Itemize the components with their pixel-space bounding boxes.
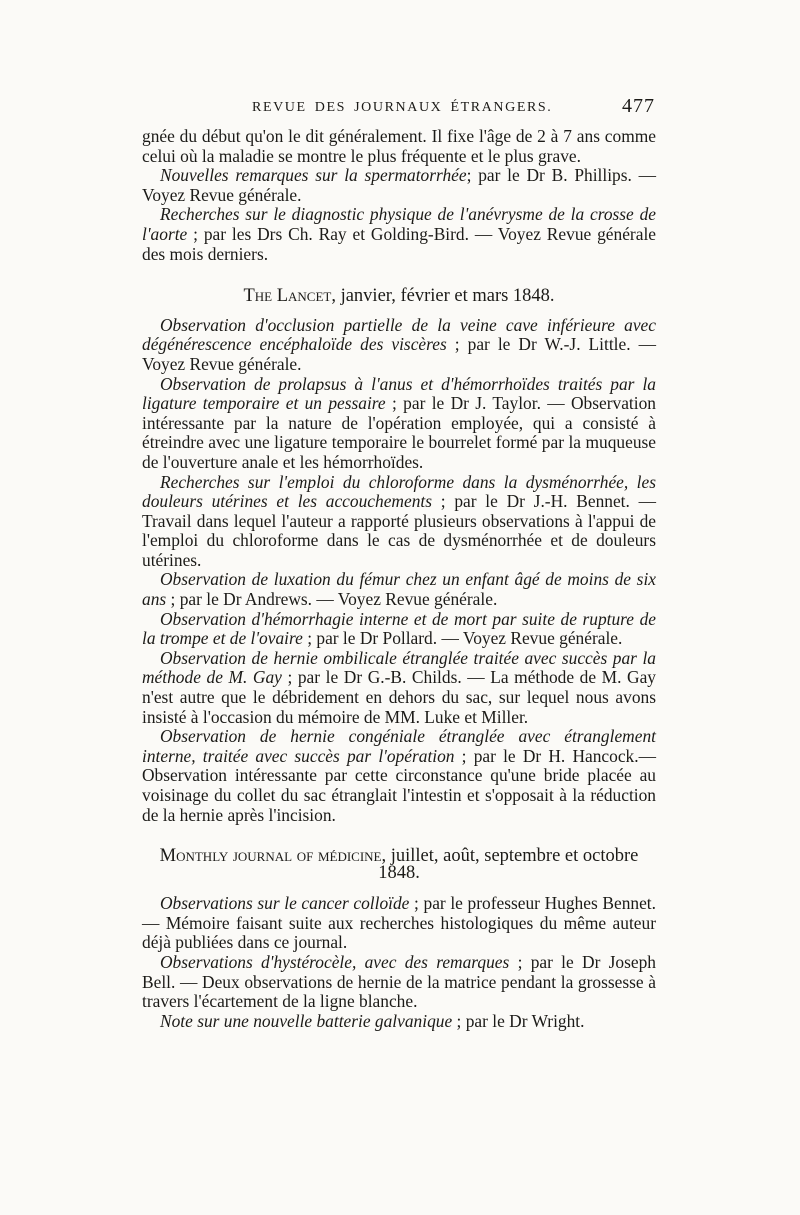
journal-name: The Lancet — [243, 286, 332, 307]
running-title: REVUE DES JOURNAUX ÉTRANGERS. — [252, 100, 553, 115]
entry-spermatorrhee — [142, 166, 656, 205]
entry-text: ; par le Dr W.-J. Little. — Voyez Revue générale. — [142, 334, 656, 374]
entry-chloroforme — [142, 473, 656, 571]
entry-hernie-ombilicale — [142, 649, 656, 727]
entry-text: ; par le Dr B. Phillips. — Voyez Revue générale. — [142, 165, 656, 205]
entry-title: Observation de hernie congéniale étranglée avec étranglement interne, traitée avec succès par l'opération — [142, 726, 656, 766]
entry-hysterocele — [142, 953, 656, 1012]
journal-dates: , juillet, août, septembre et octobre 1848. — [378, 846, 639, 884]
entry-anevrysme — [142, 205, 656, 264]
journal-heading-monthly — [142, 848, 656, 882]
entry-batterie-galvanique — [142, 1012, 656, 1032]
entry-text: ; par le Dr Wright. — [452, 1010, 585, 1031]
journal-heading-lancet — [142, 287, 656, 307]
entry-title: Note sur une nouvelle batterie galvanique — [160, 1010, 453, 1031]
journal-dates: , janvier, février et mars 1848. — [331, 286, 555, 307]
entry-veine-cave — [142, 316, 656, 375]
entry-title: Observation d'occlusion partielle de la veine cave inférieure avec dégénérescence encéphaloïde des viscères — [142, 314, 656, 355]
page-number: 477 — [622, 95, 655, 117]
continuation-paragraph: gnée du début qu'on le dit généralement. Il fixe l'âge de 2 à 7 ans comme celui où la maladie se montre le plus fréquente et le plus grave. — [142, 126, 656, 166]
entry-luxation-femur — [142, 570, 656, 609]
entry-title: Observations d'hystérocèle, avec des remarques — [160, 951, 510, 972]
entry-title: Observation d'hémorrhagie interne et de mort par suite de rupture de la trompe et de l'ovaire — [142, 608, 656, 649]
entry-hemorrhagie — [142, 610, 656, 649]
entry-title: Observation de hernie ombilicale étranglée traitée avec succès par la méthode de M. Gay — [142, 647, 656, 688]
entry-text: ; par le professeur Hughes Bennet. — Mémoire faisant suite aux recherches histologiques du même auteur déjà publiées dans ce journal. — [142, 893, 656, 953]
entry-text: ; par le Dr G.-B. Childs. — La méthode de M. Gay n'est autre que le débridement en dehors du sac, sur lequel nous avons insisté à l'occasion du mémoire de MM. Luke et Miller. — [142, 667, 656, 727]
entry-title: Recherches sur l'emploi du chloroforme dans la dysménorrhée, les douleurs utérines et les accouchements — [142, 471, 656, 512]
entry-text: ; par le Dr Pollard. — Voyez Revue générale. — [302, 628, 623, 649]
entry-text: ; par le Dr J.-H. Bennet. — Travail dans lequel l'auteur a rapporté plusieurs observations à l'appui de l'emploi du chloroforme dans le cas de dysménorrhée et de douleurs utérines. — [142, 491, 656, 570]
running-header — [142, 96, 657, 124]
text-column — [142, 127, 656, 1031]
entry-title: Observation de prolapsus à l'anus et d'hémorrhoïdes traités par la ligature temporaire et un pessaire — [142, 373, 656, 414]
entry-text: ; par les Drs Ch. Ray et Golding-Bird. — Voyez Revue générale des mois derniers. — [142, 223, 656, 264]
entry-text: ; par le Dr H. Hancock.—Observation intéressante par cette circonstance qu'une bride placée au voisinage du collet du sac étranglait l'intestin et s'opposait à la réduction de la hernie après l'incision. — [142, 745, 656, 825]
entry-title: Observations sur le cancer colloïde — [160, 893, 410, 914]
journal-name: Monthly journal of médicine — [159, 846, 382, 867]
entry-title: Nouvelles remarques sur la spermatorrhée — [160, 165, 467, 186]
entry-cancer-colloide — [142, 894, 656, 953]
entry-text: ; par le Dr Joseph Bell. — Deux observations de hernie de la matrice pendant la grossesse à travers l'écartement de la ligne blanche. — [142, 951, 656, 1012]
entry-title: Observation de luxation du fémur chez un enfant âgé de moins de six ans — [142, 569, 656, 610]
entry-text: ; par le Dr Andrews. — Voyez Revue générale. — [166, 589, 498, 610]
entry-title: Recherches sur le diagnostic physique de l'anévrysme de la crosse de l'aorte — [142, 204, 656, 244]
entry-text: ; par le Dr J. Taylor. — Observation intéressante par la nature de l'opération employée, qui a consisté à étreindre avec une ligature temporaire le bourrelet formé par la muqueuse de l'ouverture anale et les hémorrhoïdes. — [142, 393, 656, 472]
entry-prolapsus — [142, 375, 656, 473]
entry-hernie-congeniale — [142, 727, 656, 825]
